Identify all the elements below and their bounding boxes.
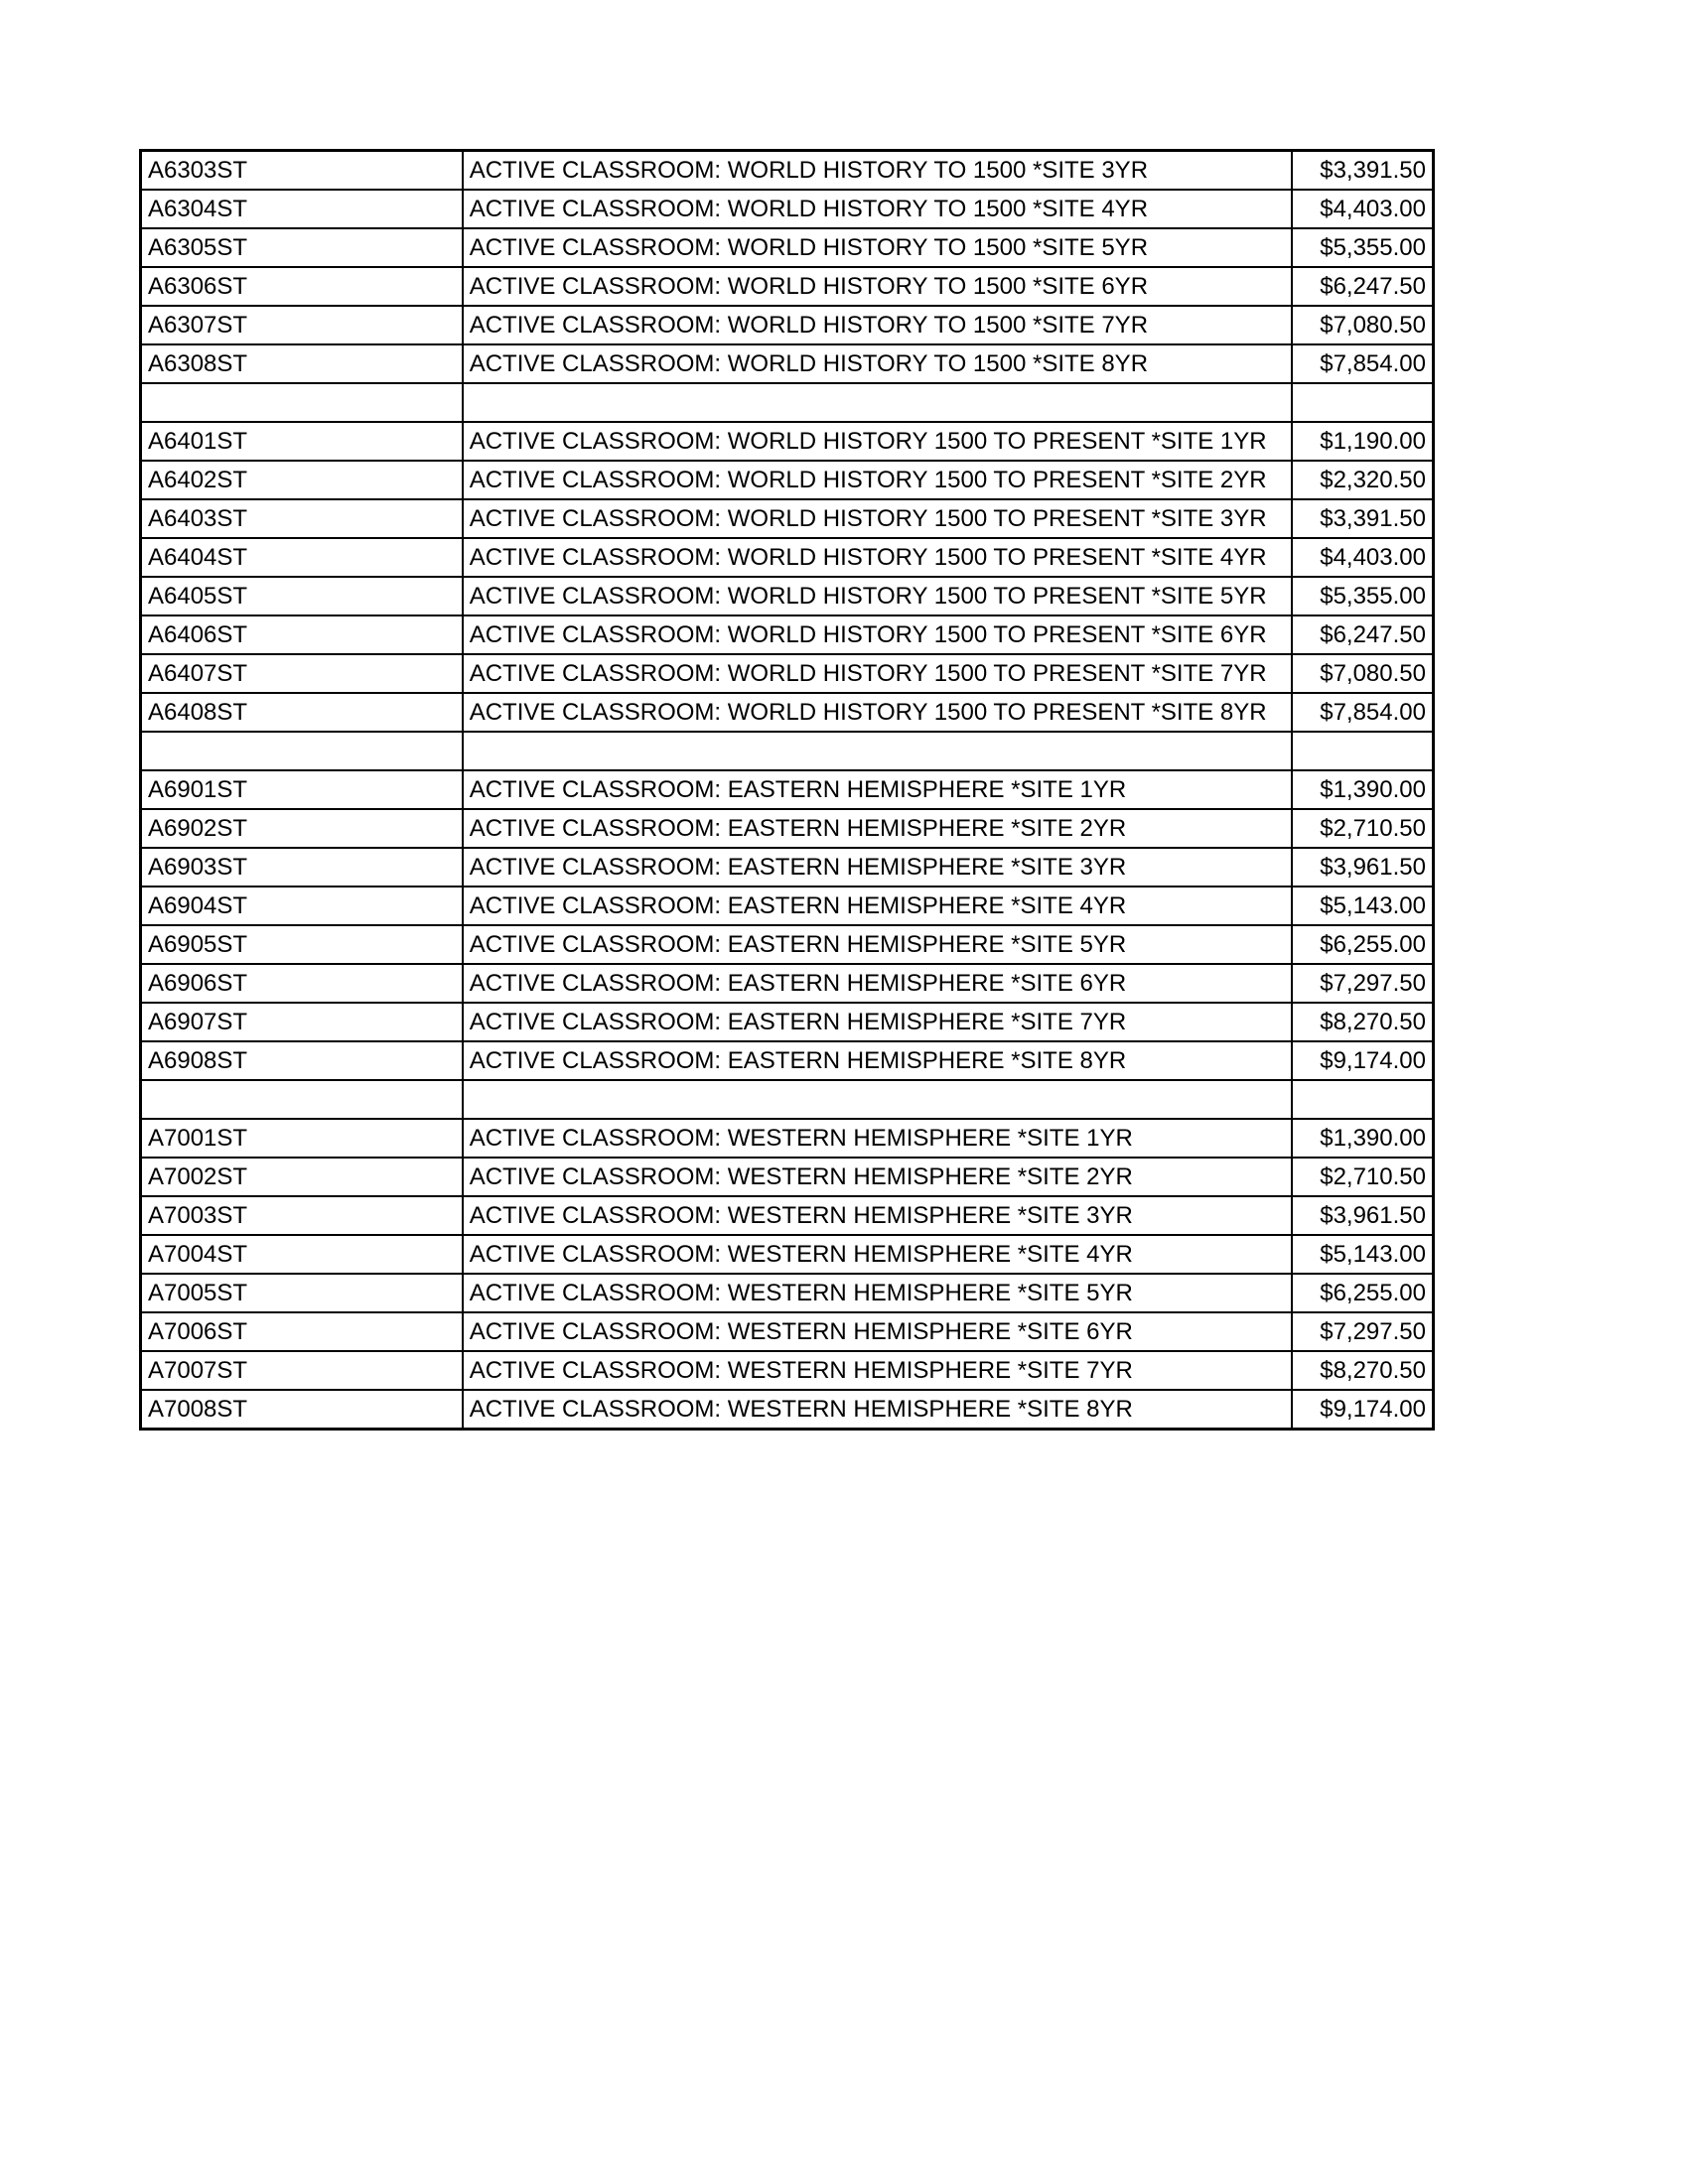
sku-cell [141,383,463,422]
table-row [141,1003,1434,1041]
table-row [141,267,1434,306]
sku-cell: A6402ST [141,461,463,499]
price-cell: $8,270.50 [1292,1351,1433,1390]
price-cell: $7,080.50 [1292,306,1433,344]
price-cell: $3,961.50 [1292,1196,1433,1235]
table-row [141,1312,1434,1351]
price-cell [1292,1080,1433,1119]
sku-cell: A6408ST [141,693,463,732]
sku-cell: A6906ST [141,964,463,1003]
price-cell: $5,355.00 [1292,577,1433,615]
description-cell: ACTIVE CLASSROOM: WORLD HISTORY 1500 TO PRESENT *SITE 1YR [463,422,1293,461]
description-cell [463,1080,1293,1119]
table-row [141,151,1434,191]
sku-cell: A6306ST [141,267,463,306]
sku-cell: A7006ST [141,1312,463,1351]
price-cell: $7,297.50 [1292,1312,1433,1351]
price-cell: $9,174.00 [1292,1390,1433,1430]
description-cell: ACTIVE CLASSROOM: WORLD HISTORY TO 1500 *SITE 8YR [463,344,1293,383]
price-cell: $7,080.50 [1292,654,1433,693]
table-row [141,577,1434,615]
sku-cell: A6907ST [141,1003,463,1041]
price-cell: $3,391.50 [1292,499,1433,538]
description-cell: ACTIVE CLASSROOM: EASTERN HEMISPHERE *SITE 7YR [463,1003,1293,1041]
table-row [141,1041,1434,1080]
price-cell [1292,383,1433,422]
sku-cell: A6404ST [141,538,463,577]
sku-cell: A6401ST [141,422,463,461]
description-cell: ACTIVE CLASSROOM: EASTERN HEMISPHERE *SITE 3YR [463,848,1293,887]
description-cell: ACTIVE CLASSROOM: WORLD HISTORY 1500 TO PRESENT *SITE 5YR [463,577,1293,615]
price-table-body [141,151,1434,1430]
sku-cell: A7001ST [141,1119,463,1158]
price-cell [1292,732,1433,770]
sku-cell: A6403ST [141,499,463,538]
price-cell: $1,190.00 [1292,422,1433,461]
table-spacer-row [141,732,1434,770]
price-cell: $2,710.50 [1292,809,1433,848]
price-cell: $4,403.00 [1292,190,1433,228]
description-cell: ACTIVE CLASSROOM: WORLD HISTORY 1500 TO PRESENT *SITE 6YR [463,615,1293,654]
description-cell: ACTIVE CLASSROOM: WORLD HISTORY TO 1500 *SITE 3YR [463,151,1293,191]
price-cell: $6,255.00 [1292,925,1433,964]
sku-cell: A7007ST [141,1351,463,1390]
table-row [141,693,1434,732]
sku-cell: A7005ST [141,1274,463,1312]
price-cell: $1,390.00 [1292,1119,1433,1158]
price-cell: $5,143.00 [1292,1235,1433,1274]
sku-cell: A6908ST [141,1041,463,1080]
table-row [141,422,1434,461]
table-row [141,887,1434,925]
description-cell: ACTIVE CLASSROOM: WORLD HISTORY 1500 TO PRESENT *SITE 8YR [463,693,1293,732]
description-cell: ACTIVE CLASSROOM: WESTERN HEMISPHERE *SITE 1YR [463,1119,1293,1158]
price-cell: $5,143.00 [1292,887,1433,925]
price-cell: $4,403.00 [1292,538,1433,577]
table-row [141,964,1434,1003]
sku-cell [141,732,463,770]
description-cell: ACTIVE CLASSROOM: WORLD HISTORY 1500 TO PRESENT *SITE 3YR [463,499,1293,538]
sku-cell: A6406ST [141,615,463,654]
sku-cell: A6903ST [141,848,463,887]
table-row [141,538,1434,577]
description-cell: ACTIVE CLASSROOM: EASTERN HEMISPHERE *SITE 5YR [463,925,1293,964]
price-table [139,149,1435,1431]
price-cell: $6,247.50 [1292,615,1433,654]
table-row [141,1274,1434,1312]
sku-cell: A6304ST [141,190,463,228]
description-cell: ACTIVE CLASSROOM: WORLD HISTORY TO 1500 *SITE 4YR [463,190,1293,228]
description-cell: ACTIVE CLASSROOM: WESTERN HEMISPHERE *SITE 3YR [463,1196,1293,1235]
sku-cell [141,1080,463,1119]
description-cell [463,732,1293,770]
price-cell: $5,355.00 [1292,228,1433,267]
description-cell: ACTIVE CLASSROOM: WORLD HISTORY 1500 TO PRESENT *SITE 7YR [463,654,1293,693]
sku-cell: A7008ST [141,1390,463,1430]
description-cell: ACTIVE CLASSROOM: WORLD HISTORY TO 1500 *SITE 6YR [463,267,1293,306]
table-row [141,499,1434,538]
table-row [141,1196,1434,1235]
sku-cell: A6307ST [141,306,463,344]
sku-cell: A7003ST [141,1196,463,1235]
table-row [141,925,1434,964]
sku-cell: A6308ST [141,344,463,383]
price-cell: $7,854.00 [1292,344,1433,383]
description-cell: ACTIVE CLASSROOM: WESTERN HEMISPHERE *SITE 8YR [463,1390,1293,1430]
table-row [141,306,1434,344]
sku-cell: A7004ST [141,1235,463,1274]
table-row [141,1235,1434,1274]
price-cell: $2,320.50 [1292,461,1433,499]
table-row [141,809,1434,848]
price-cell: $3,961.50 [1292,848,1433,887]
table-row [141,1119,1434,1158]
sku-cell: A6305ST [141,228,463,267]
description-cell: ACTIVE CLASSROOM: WORLD HISTORY 1500 TO PRESENT *SITE 4YR [463,538,1293,577]
price-cell: $6,247.50 [1292,267,1433,306]
table-row [141,1390,1434,1430]
sku-cell: A6407ST [141,654,463,693]
sku-cell: A6905ST [141,925,463,964]
description-cell: ACTIVE CLASSROOM: WESTERN HEMISPHERE *SITE 6YR [463,1312,1293,1351]
description-cell: ACTIVE CLASSROOM: WORLD HISTORY 1500 TO PRESENT *SITE 2YR [463,461,1293,499]
table-row [141,1351,1434,1390]
description-cell: ACTIVE CLASSROOM: WORLD HISTORY TO 1500 *SITE 5YR [463,228,1293,267]
sku-cell: A6303ST [141,151,463,191]
table-row [141,228,1434,267]
table-row [141,1158,1434,1196]
description-cell: ACTIVE CLASSROOM: EASTERN HEMISPHERE *SITE 2YR [463,809,1293,848]
table-row [141,848,1434,887]
description-cell: ACTIVE CLASSROOM: WESTERN HEMISPHERE *SITE 4YR [463,1235,1293,1274]
description-cell: ACTIVE CLASSROOM: EASTERN HEMISPHERE *SITE 1YR [463,770,1293,809]
price-cell: $3,391.50 [1292,151,1433,191]
description-cell: ACTIVE CLASSROOM: EASTERN HEMISPHERE *SITE 4YR [463,887,1293,925]
description-cell: ACTIVE CLASSROOM: EASTERN HEMISPHERE *SITE 6YR [463,964,1293,1003]
sku-cell: A7002ST [141,1158,463,1196]
sku-cell: A6904ST [141,887,463,925]
table-row [141,654,1434,693]
description-cell [463,383,1293,422]
sku-cell: A6901ST [141,770,463,809]
description-cell: ACTIVE CLASSROOM: EASTERN HEMISPHERE *SITE 8YR [463,1041,1293,1080]
table-spacer-row [141,1080,1434,1119]
price-cell: $8,270.50 [1292,1003,1433,1041]
price-cell: $7,297.50 [1292,964,1433,1003]
description-cell: ACTIVE CLASSROOM: WESTERN HEMISPHERE *SITE 7YR [463,1351,1293,1390]
table-spacer-row [141,383,1434,422]
price-cell: $7,854.00 [1292,693,1433,732]
sku-cell: A6405ST [141,577,463,615]
description-cell: ACTIVE CLASSROOM: WESTERN HEMISPHERE *SITE 5YR [463,1274,1293,1312]
sku-cell: A6902ST [141,809,463,848]
table-row [141,615,1434,654]
table-row [141,344,1434,383]
table-row [141,190,1434,228]
table-row [141,461,1434,499]
price-cell: $2,710.50 [1292,1158,1433,1196]
description-cell: ACTIVE CLASSROOM: WORLD HISTORY TO 1500 *SITE 7YR [463,306,1293,344]
price-cell: $9,174.00 [1292,1041,1433,1080]
price-cell: $1,390.00 [1292,770,1433,809]
description-cell: ACTIVE CLASSROOM: WESTERN HEMISPHERE *SITE 2YR [463,1158,1293,1196]
price-cell: $6,255.00 [1292,1274,1433,1312]
table-row [141,770,1434,809]
